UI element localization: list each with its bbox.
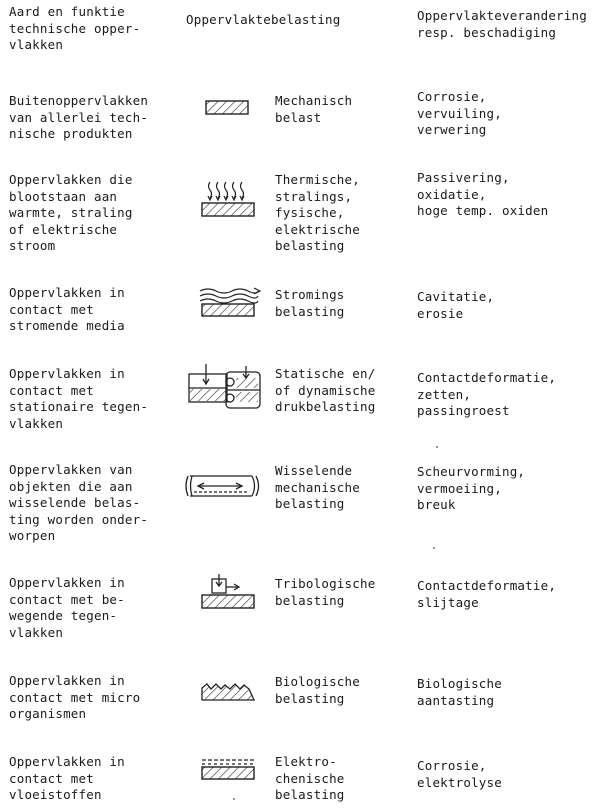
row-1-surface: Buitenoppervlakken van allerlei tech- nische produkten <box>9 93 149 142</box>
row-7-change: Biologische aantasting <box>417 676 502 708</box>
static-contact-icon <box>186 362 276 422</box>
row-3-load: Stromings belasting <box>275 287 345 319</box>
row-8-change: Corrosie, elektrolyse <box>417 758 502 790</box>
header-surface-change: Oppervlakteverandering resp. beschadiging <box>417 8 587 40</box>
print-speck <box>233 798 235 800</box>
print-speck <box>436 446 438 448</box>
row-7-surface: Oppervlakken in contact met micro organismen <box>9 673 141 722</box>
row-2-load: Thermische, stralings, fysische, elektrische belasting <box>275 172 360 254</box>
row-4-surface: Oppervlakken in contact met stationaire tegen- vlakken <box>9 366 149 431</box>
row-8-surface: Oppervlakken in contact met vloeistoffen <box>9 754 125 803</box>
row-4-change: Contactdeformatie, zetten, passingroest <box>417 370 557 419</box>
row-5-load: Wisselende mechanische belasting <box>275 463 360 512</box>
row-8-load: Elektro- chenische belasting <box>275 754 345 803</box>
radiation-arrows-icon <box>190 180 270 230</box>
row-6-load: Tribologische belasting <box>275 576 376 608</box>
cyclic-shaft-icon <box>184 470 264 504</box>
row-1-load: Mechanisch belast <box>275 93 353 125</box>
sliding-contact-icon <box>190 573 270 617</box>
row-5-change: Scheurvorming, vermoeiing, breuk <box>417 464 526 513</box>
row-3-change: Cavitatie, erosie <box>417 289 495 321</box>
flow-waves-icon <box>190 285 270 321</box>
row-4-load: Statische en/ of dynamische drukbelasting <box>275 366 376 415</box>
row-1-change: Corrosie, vervuiling, verwering <box>417 89 502 138</box>
row-2-surface: Oppervlakken die blootstaan aan warmte, straling of elektrische stroom <box>9 172 133 254</box>
header-surface-type: Aard en funktie technische opper- vlakken <box>9 4 141 53</box>
row-6-surface: Oppervlakken in contact met be- wegende tegen- vlakken <box>9 575 125 640</box>
row-2-change: Passivering, oxidatie, hoge temp. oxiden <box>417 170 549 219</box>
header-surface-load: Oppervlaktebelasting <box>186 12 341 27</box>
liquid-layer-icon <box>190 756 270 786</box>
row-3-surface: Oppervlakken in contact met stromende media <box>9 285 125 334</box>
row-5-surface: Oppervlakken van objekten die aan wisselende belas- ting worden onder- worpen <box>9 462 149 544</box>
print-speck <box>433 547 435 549</box>
hatched-block-icon <box>190 95 270 125</box>
row-6-change: Contactdeformatie, slijtage <box>417 578 557 610</box>
bio-growth-icon <box>190 680 270 710</box>
row-7-load: Biologische belasting <box>275 674 360 706</box>
